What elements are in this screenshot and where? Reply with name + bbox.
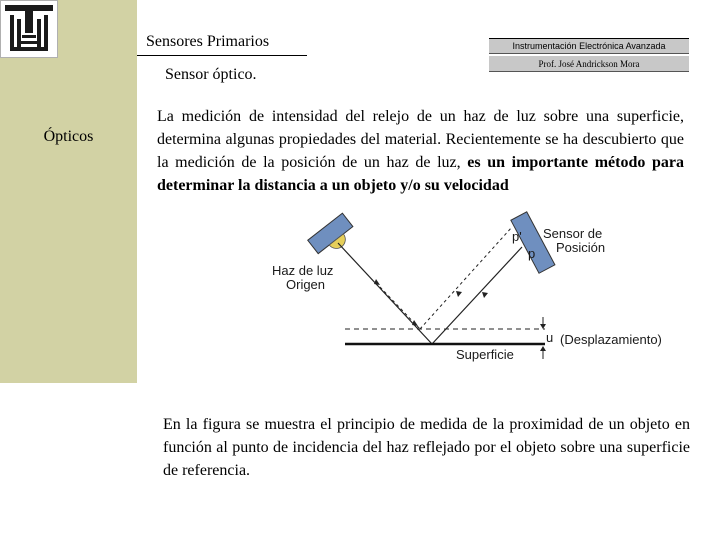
explanation-paragraph: En la figura se muestra el principio de medida de la proximidad de un objeto en función al punto de incidencia del haz reflejado por el objeto sobre una superficie de referencia. xyxy=(163,416,690,479)
intro-paragraph-bold: es un importante método para determinar la distancia a un objeto y/o su velocidad xyxy=(157,154,684,194)
u-label: u xyxy=(546,330,554,345)
professor-badge: Prof. José Andrickson Mora xyxy=(489,56,689,72)
page-title: Sensores Primarios xyxy=(146,33,270,50)
displacement-label: (Desplazamiento) xyxy=(560,332,662,347)
institution-logo xyxy=(0,0,58,58)
p-label: p xyxy=(528,246,536,261)
section-subtitle: Sensor óptico. xyxy=(165,66,257,83)
surface-label: Superficie xyxy=(456,347,514,362)
intro-paragraph-text: La medición de intensidad del relejo de un haz de luz sobre una superficie, determina algunas propiedades del material. Recientemente se ha descubierto que la medición de la posición de un haz de luz, xyxy=(157,108,684,171)
intro-paragraph xyxy=(157,105,684,197)
source-label-line2: Origen xyxy=(286,277,326,292)
optical-sensor-figure xyxy=(260,205,690,372)
course-badge: Instrumentación Electrónica Avanzada xyxy=(489,38,689,54)
sidebar-section-label: Ópticos xyxy=(43,128,94,145)
p-prime-label: p' xyxy=(512,229,522,244)
sidebar xyxy=(0,0,137,383)
source-label-line1: Haz de luz xyxy=(272,263,334,278)
title-underline xyxy=(137,55,307,56)
sensor-label-line2: Posición xyxy=(556,240,606,255)
sensor-label-line1: Sensor de xyxy=(543,226,603,241)
displaced-beam xyxy=(420,227,512,329)
light-source xyxy=(308,213,359,261)
logo-icon xyxy=(1,1,57,57)
